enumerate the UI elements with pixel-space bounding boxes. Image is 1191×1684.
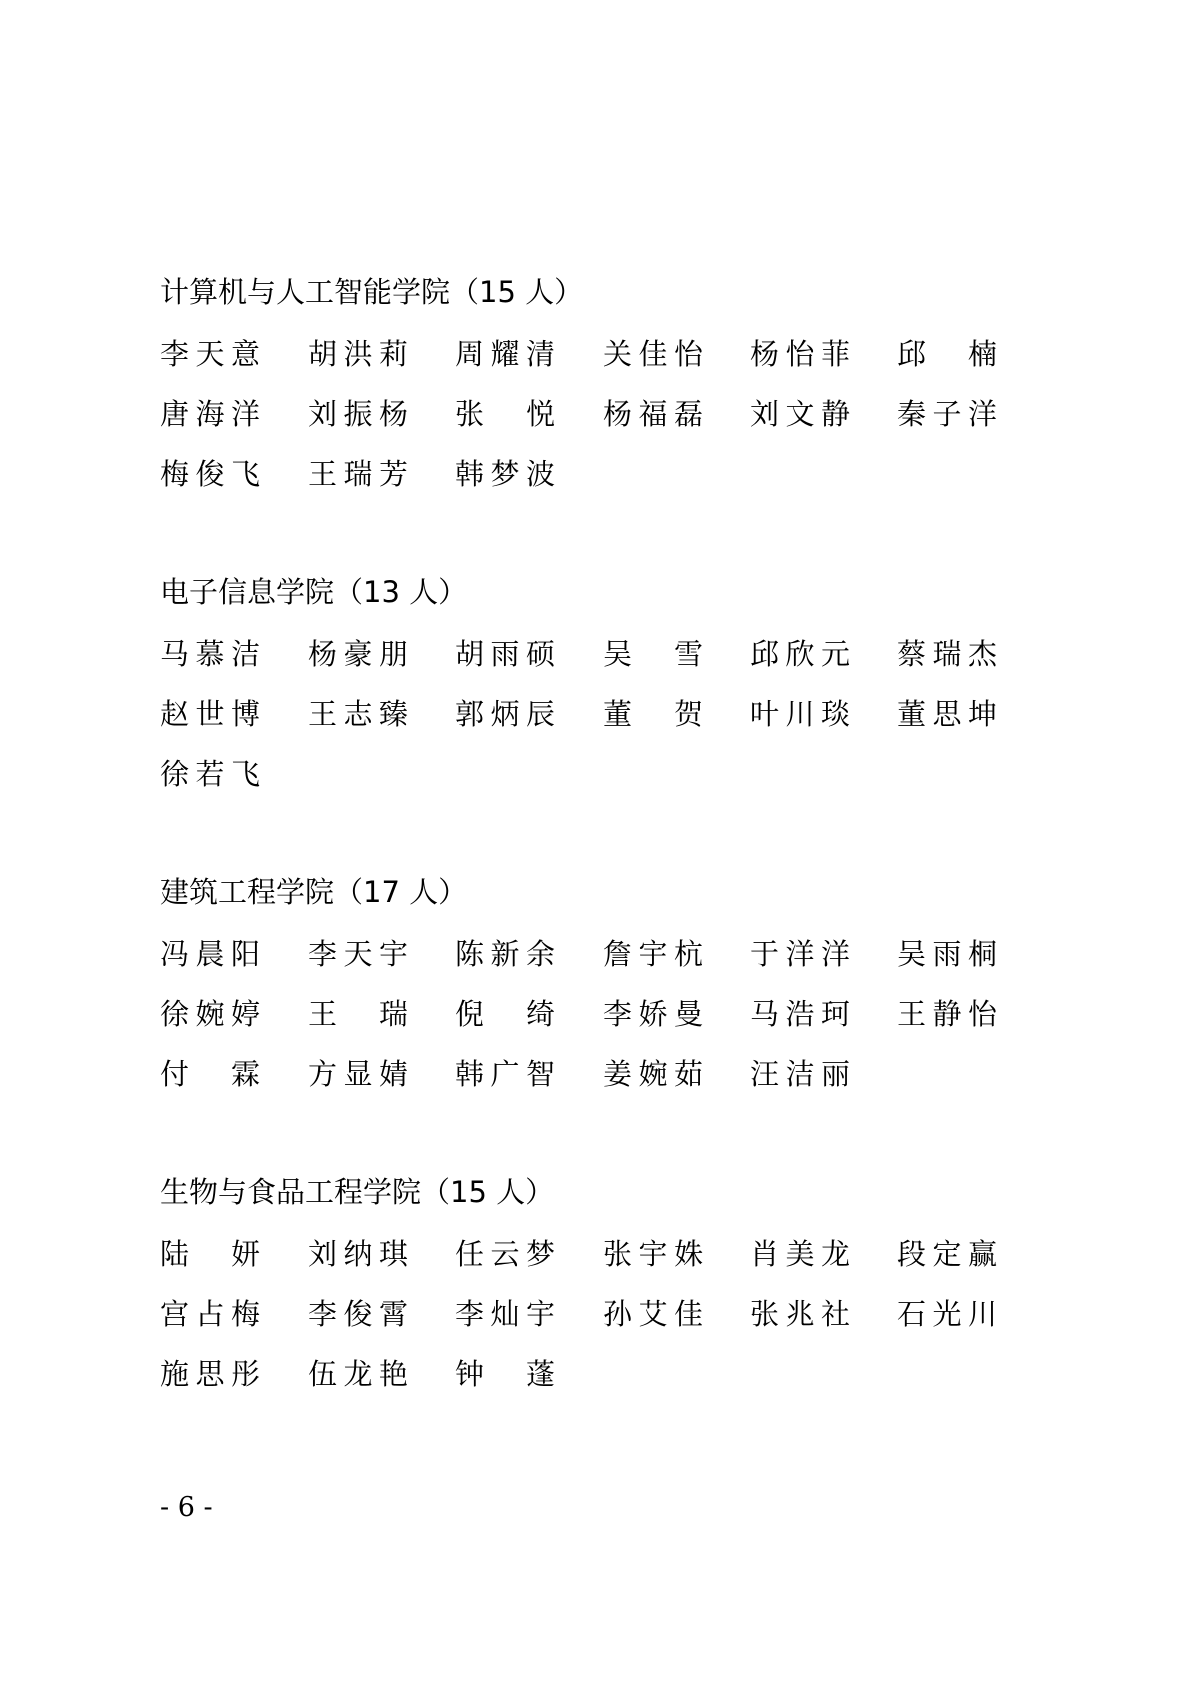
college-section [160,1172,1060,1414]
student-name: 倪 绮 [455,997,555,1031]
college-title: 生物与食品工程学院（15 人） [160,1175,555,1209]
student-name: 赵世博 [160,697,260,731]
student-name: 姜婉茹 [603,1057,703,1091]
student-name: 付 霖 [160,1057,260,1091]
student-name: 邱 楠 [897,337,997,371]
student-name: 胡雨硕 [455,637,555,671]
college-title: 电子信息学院（13 人） [160,575,468,609]
student-name: 郭炳辰 [455,697,555,731]
student-name: 韩梦波 [455,457,555,491]
student-name: 王 瑞 [308,997,408,1031]
student-name: 刘文静 [750,397,850,431]
student-name: 伍龙艳 [308,1357,408,1391]
student-name: 王静怡 [897,997,997,1031]
student-name: 肖美龙 [750,1237,850,1271]
student-name: 杨豪朋 [308,637,408,671]
student-name: 李娇曼 [603,997,703,1031]
student-name: 梅俊飞 [160,457,260,491]
student-name: 陈新余 [455,937,555,971]
college-title: 建筑工程学院（17 人） [160,875,468,909]
student-name: 吴 雪 [603,637,703,671]
student-name: 李天意 [160,337,260,371]
name-grid [160,934,1060,1114]
student-name: 关佳怡 [603,337,703,371]
student-name: 施思彤 [160,1357,260,1391]
student-name: 蔡瑞杰 [897,637,997,671]
student-name: 李俊霄 [308,1297,408,1331]
student-name: 马慕洁 [160,637,260,671]
student-name: 马浩珂 [750,997,850,1031]
student-name: 汪洁丽 [750,1057,850,1091]
student-name: 徐若飞 [160,757,260,791]
student-name: 张兆社 [750,1297,850,1331]
student-name: 周耀清 [455,337,555,371]
student-name: 李天宇 [308,937,408,971]
student-name: 詹宇杭 [603,937,703,971]
student-name: 刘振杨 [308,397,408,431]
student-name: 杨福磊 [603,397,703,431]
student-name: 唐海洋 [160,397,260,431]
student-name: 冯晨阳 [160,937,260,971]
student-name: 石光川 [897,1297,997,1331]
student-name: 吴雨桐 [897,937,997,971]
student-name: 钟 蓬 [455,1357,555,1391]
page-number: - 6 - [160,1492,213,1523]
student-name: 董思坤 [897,697,997,731]
student-name: 李灿宇 [455,1297,555,1331]
student-name: 董 贺 [603,697,703,731]
college-section [160,272,1060,514]
college-section [160,872,1060,1114]
student-name: 王志臻 [308,697,408,731]
student-name: 张宇姝 [603,1237,703,1271]
student-name: 任云梦 [455,1237,555,1271]
student-name: 杨怡菲 [750,337,850,371]
student-name: 宫占梅 [160,1297,260,1331]
student-name: 方显婧 [308,1057,408,1091]
student-name: 刘纳琪 [308,1237,408,1271]
student-name: 于洋洋 [750,937,850,971]
name-grid [160,634,1060,814]
student-name: 胡洪莉 [308,337,408,371]
student-name: 孙艾佳 [603,1297,703,1331]
college-section [160,572,1060,814]
student-name: 叶川琰 [750,697,850,731]
name-grid [160,334,1060,514]
student-name: 邱欣元 [750,637,850,671]
student-name: 韩广智 [455,1057,555,1091]
student-name: 徐婉婷 [160,997,260,1031]
student-name: 段定赢 [897,1237,997,1271]
name-grid [160,1234,1060,1414]
student-name: 秦子洋 [897,397,997,431]
college-title: 计算机与人工智能学院（15 人） [160,275,584,309]
student-name: 王瑞芳 [308,457,408,491]
student-name: 张 悦 [455,397,555,431]
student-name: 陆 妍 [160,1237,260,1271]
